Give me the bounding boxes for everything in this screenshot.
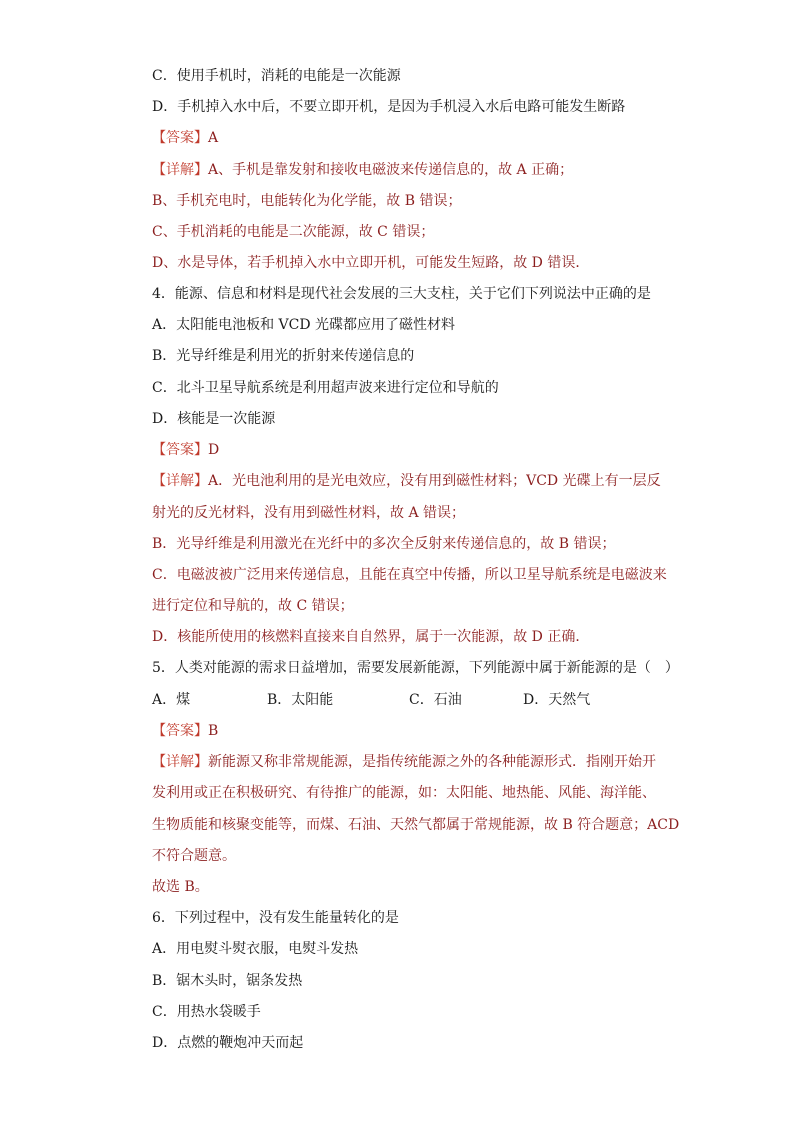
q4-option-d: D．核能是一次能源 [152, 411, 276, 427]
q6-option-d: D．点燃的鞭炮冲天而起 [152, 1035, 304, 1051]
answer-value: B [208, 723, 219, 739]
q4-option-c: C．北斗卫星导航系统是利用超声波来进行定位和导航的 [152, 380, 499, 396]
q3-option-d: D．手机掉入水中后，不要立即开机，是因为手机浸入水后电路可能发生断路 [152, 99, 626, 115]
q3-detail-2: B、手机充电时，电能转化为化学能，故 B 错误； [152, 193, 462, 209]
q5-detail-4: 不符合题意。 [152, 848, 236, 864]
answer-value: D [208, 442, 220, 458]
q3-detail-4: D、水是导体，若手机掉入水中立即开机，可能发生短路，故 D 错误． [152, 255, 590, 271]
answer-value: A [208, 130, 219, 146]
q3-detail-1: 【详解】A、手机是靠发射和接收电磁波来传递信息的，故 A 正确； [152, 162, 574, 178]
answer-label: 【答案】 [152, 130, 208, 146]
q4-detail-4: D．核能所使用的核燃料直接来自自然界，属于一次能源，故 D 正确． [152, 629, 590, 645]
q5-answer [152, 721, 218, 741]
detail-label: 【详解】 [152, 162, 208, 178]
q5-option-b: B．太阳能 [267, 692, 334, 708]
q3-option-c: C．使用手机时，消耗的电能是一次能源 [152, 68, 401, 84]
answer-label: 【答案】 [152, 442, 208, 458]
q6-stem: 6．下列过程中，没有发生能量转化的是 [152, 910, 399, 926]
q3-detail-3: C、手机消耗的电能是二次能源，故 C 错误； [152, 224, 435, 240]
q6-option-b: B．锯木头时，锯条发热 [152, 973, 303, 989]
q4-detail-2: B．光导纤维是利用激光在光纤中的多次全反射来传递信息的，故 B 错误； [152, 536, 616, 552]
q4-stem: 4．能源、信息和材料是现代社会发展的三大支柱，关于它们下列说法中正确的是 [152, 286, 651, 302]
q4-detail-3a: C．电磁波被广泛用来传递信息，且能在真空中传播，所以卫星导航系统是电磁波来 [152, 567, 667, 583]
q5-option-a: A．煤 [152, 692, 191, 708]
q5-detail-1: 【详解】新能源又称非常规能源，是指传统能源之外的各种能源形式．指刚开始开 [152, 754, 656, 770]
q5-stem: 5．人类对能源的需求日益增加，需要发展新能源，下列能源中属于新能源的是（ ） [152, 660, 679, 676]
q5-detail-2: 发利用或正在积极研究、有待推广的能源，如：太阳能、地热能、风能、海洋能、 [152, 785, 656, 801]
q4-detail-1b: 射光的反光材料，没有用到磁性材料，故 A 错误； [152, 505, 466, 521]
q4-option-b: B．光导纤维是利用光的折射来传递信息的 [152, 348, 415, 364]
detail-label: 【详解】 [152, 754, 208, 770]
q5-conclusion: 故选 B。 [152, 879, 209, 895]
q6-option-a: A．用电熨斗熨衣服，电熨斗发热 [152, 941, 359, 957]
q5-options [152, 690, 590, 710]
answer-label: 【答案】 [152, 723, 208, 739]
q4-answer [152, 440, 219, 460]
q3-answer [152, 128, 218, 148]
q6-option-c: C．用热水袋暖手 [152, 1004, 261, 1020]
q4-detail-1a: 【详解】A．光电池利用的是光电效应，没有用到磁性材料；VCD 光碟上有一层反 [152, 473, 661, 489]
q4-option-a: A．太阳能电池板和 VCD 光碟都应用了磁性材料 [152, 317, 456, 333]
q4-detail-3b: 进行定位和导航的，故 C 错误； [152, 598, 354, 614]
detail-label: 【详解】 [152, 473, 208, 489]
q5-option-d: D．天然气 [523, 692, 591, 708]
q5-detail-3: 生物质能和核聚变能等，而煤、石油、天然气都属于常规能源，故 B 符合题意；ACD [152, 817, 680, 833]
q5-option-c: C．石油 [409, 692, 462, 708]
